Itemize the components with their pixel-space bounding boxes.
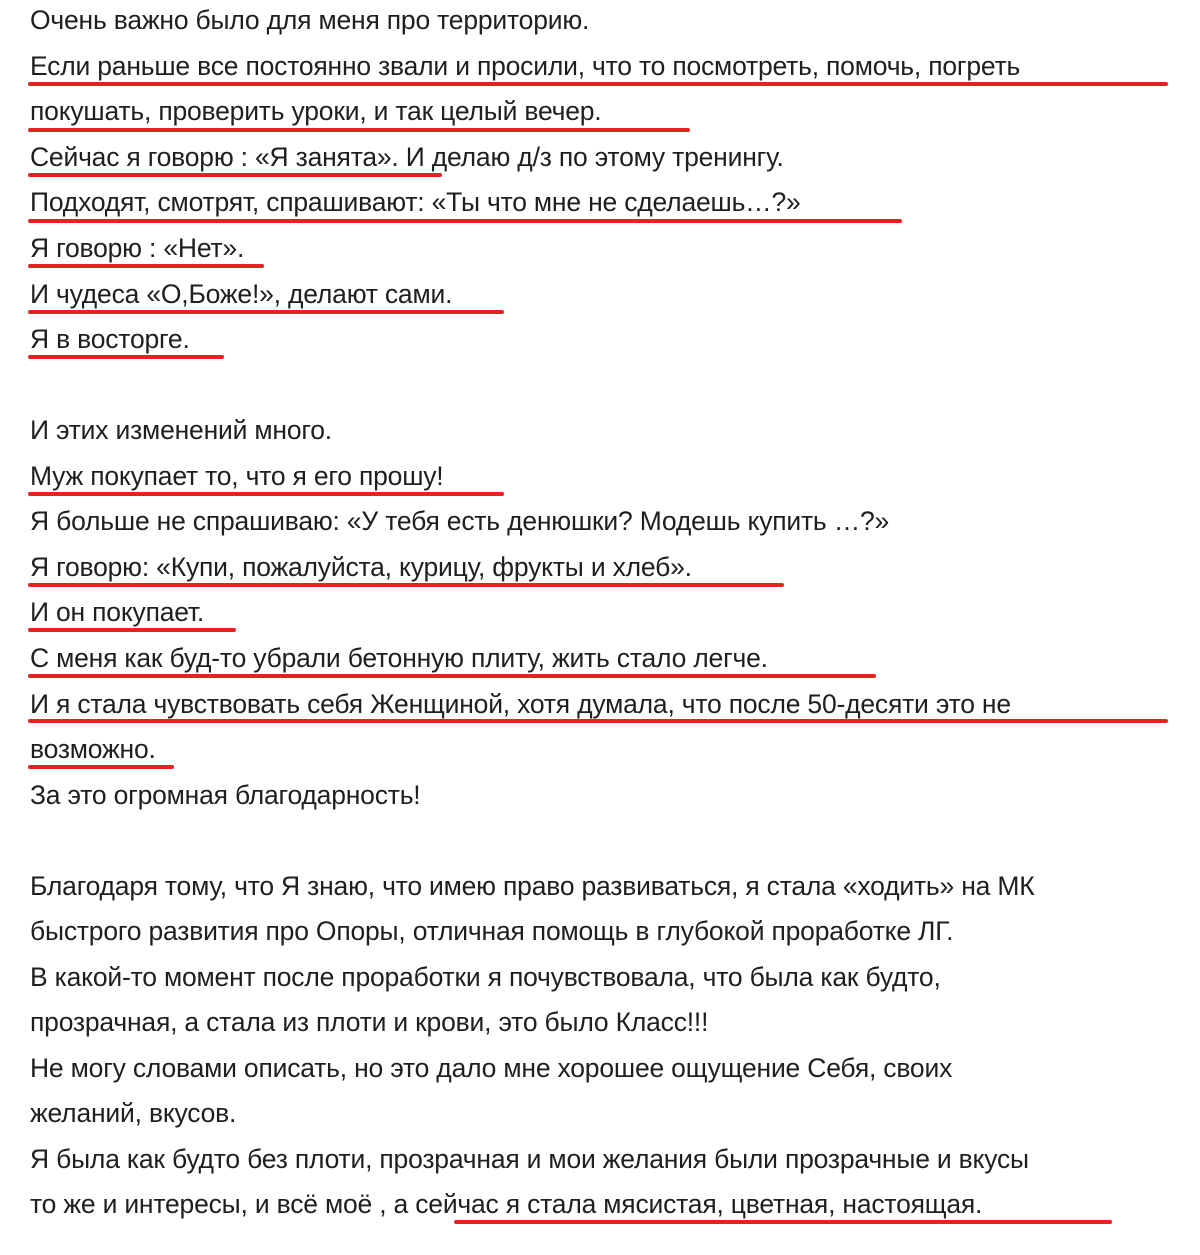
text-line: то же и интересы, и всё моё , а сейчас я стала мясистая, цветная, настоящая. <box>30 1189 983 1219</box>
text-line: И он покупает. <box>30 597 205 627</box>
red-underline <box>28 310 504 314</box>
text-line: быстрого развития про Опоры, отличная помощь в глубокой проработке ЛГ. <box>30 916 954 946</box>
red-underline <box>28 173 442 177</box>
text-line: И этих изменений много. <box>30 415 332 445</box>
text-line: покушать, проверить уроки, и так целый вечер. <box>30 96 602 126</box>
text-line: И я стала чувствовать себя Женщиной, хотя думала, что после 50-десяти это не <box>30 689 1011 719</box>
red-underline <box>28 492 504 496</box>
text-line: Благодаря тому, что Я знаю, что имею право развиваться, я стала «ходить» на МК <box>30 871 1035 901</box>
text-line: Я была как будто без плоти, прозрачная и мои желания были прозрачные и вкусы <box>30 1144 1029 1174</box>
red-underline <box>28 355 224 359</box>
text-line: И чудеса «О,Боже!», делают сами. <box>30 279 453 309</box>
text-line: Не могу словами описать, но это дало мне хорошее ощущение Себя, своих <box>30 1053 953 1083</box>
red-underline <box>28 219 902 223</box>
red-underline <box>28 583 784 587</box>
text-line: желаний, вкусов. <box>30 1098 237 1128</box>
red-underline <box>28 674 876 678</box>
text-line: прозрачная, а стала из плоти и крови, это было Класс!!! <box>30 1007 709 1037</box>
text-line: Я говорю : «Нет». <box>30 233 245 263</box>
text-line: Муж покупает то, что я его прошу! <box>30 461 444 491</box>
red-underline <box>454 1220 1112 1224</box>
text-line: Если раньше все постоянно звали и просили, что то посмотреть, помочь, погреть <box>30 51 1021 81</box>
text-line: В какой-то момент после проработки я почувствовала, что была как будто, <box>30 962 941 992</box>
red-underline <box>28 628 236 632</box>
red-underline <box>28 128 690 132</box>
text-line: Подходят, смотрят, спрашивают: «Ты что мне не сделаешь…?» <box>30 187 801 217</box>
red-underline <box>28 719 1168 723</box>
red-underline <box>28 82 1168 86</box>
text-line: Я в восторге. <box>30 324 190 354</box>
red-underline <box>28 264 264 268</box>
text-line: За это огромная благодарность! <box>30 780 421 810</box>
text-line: С меня как буд-то убрали бетонную плиту, жить стало легче. <box>30 643 768 673</box>
text-line: Я говорю: «Купи, пожалуйста, курицу, фрукты и хлеб». <box>30 552 692 582</box>
text-line: Очень важно было для меня про территорию. <box>30 5 590 35</box>
text-line: Сейчас я говорю : «Я занята». И делаю д/з по этому тренингу. <box>30 142 784 172</box>
text-line: возможно. <box>30 734 156 764</box>
text-line: Я больше не спрашиваю: «У тебя есть денюшки? Модешь купить …?» <box>30 506 890 536</box>
red-underline <box>28 765 174 769</box>
